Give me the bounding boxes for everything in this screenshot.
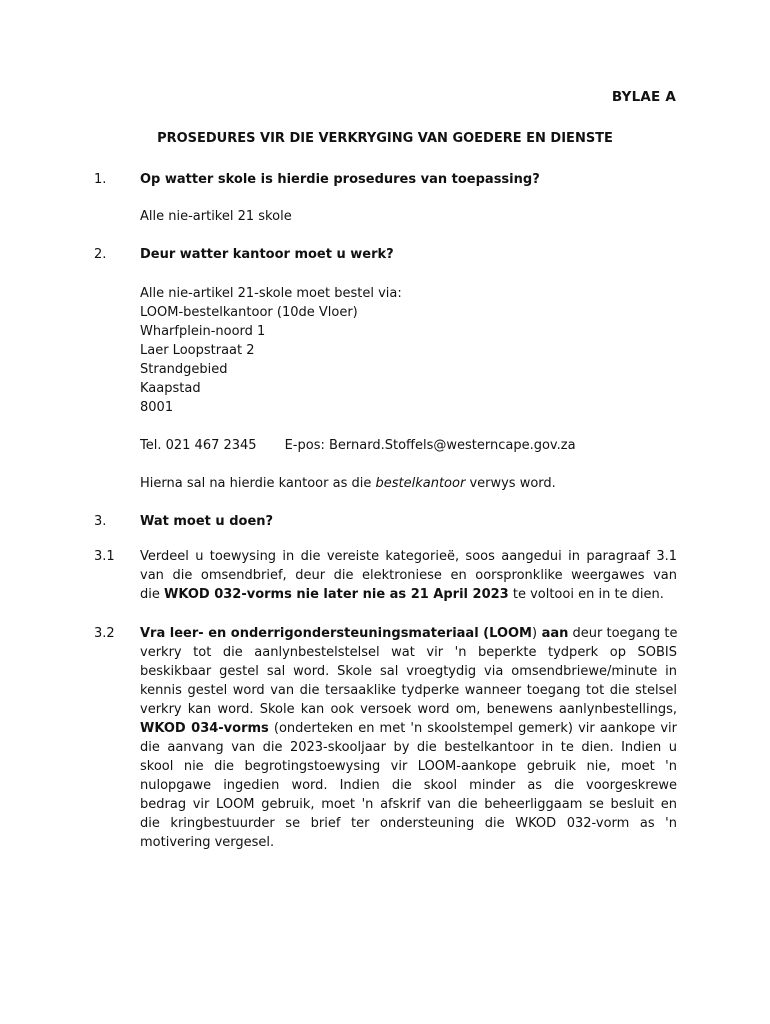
paragraph-line: van die omsendbrief, deur die elektroniese en oorspronklike weergawes van [140,568,677,583]
address-line: LOOM-bestelkantoor (10de Vloer) [140,305,358,320]
section-3-number: 3. [94,514,107,529]
text-run: te voltooi en in te dien. [508,587,664,602]
paragraph-line: kennis gestel word van die tersaaklike tydperke wanneer toegang tot die stelsel [140,683,677,698]
telephone: Tel. 021 467 2345 [140,438,257,453]
text-run-bold: Vra leer- en onderrigondersteuningsmateriaal (LOOM [140,626,532,641]
section-2-number: 2. [94,247,107,262]
paragraph-line: die aanvang van die 2023-skooljaar by die bestelkantoor in te dien. Indien u [140,740,677,755]
paragraph-line [140,624,677,643]
office-note [140,474,677,493]
office-address [140,284,677,417]
address-line: Wharfplein-noord 1 [140,324,266,339]
note-italic: bestelkantoor [375,476,466,491]
paragraph-3-1-number: 3.1 [94,549,115,564]
form-name: WKOD 034-vorms [140,721,269,736]
paragraph-line: beskikbaar gestel sal word. Skole sal vroegtydig via omsendbriewe/minute in [140,664,677,679]
paragraph-3-2-number: 3.2 [94,626,115,641]
address-line: Laer Loopstraat 2 [140,343,255,358]
text-run-bold: aan [537,626,569,641]
section-1-number: 1. [94,172,107,187]
text-run: deur toegang te [568,626,678,641]
paragraph-3-1 [140,547,677,604]
section-1-answer: Alle nie-artikel 21 skole [140,209,292,224]
paragraph-3-2 [140,624,677,852]
paragraph-line [140,585,677,604]
note-text: Hierna sal na hierdie kantoor as die [140,476,376,491]
paragraph-line: nulopgawe ingedien word. Indien die skool minder as die voorgeskrewe [140,778,677,793]
email-link[interactable]: E-pos: Bernard.Stoffels@westerncape.gov.za [284,438,576,453]
section-3-heading: Wat moet u doen? [140,514,274,529]
paragraph-line: verkry kan word. Skole kan ook versoek word om, benewens aanlynbestellings, [140,702,677,717]
address-line: Alle nie-artikel 21-skole moet bestel via: [140,286,402,301]
note-text-end: verwys word. [465,476,556,491]
paragraph-line: motivering vergesel. [140,835,275,850]
paragraph-line: die kringbestuurder se brief ter ondersteuning die WKOD 032-vorm as 'n [140,816,677,831]
paragraph-line: bedrag vir LOOM gebruik, moet 'n afskrif van die beheerliggaam se besluit en [140,797,677,812]
annex-label: BYLAE A [611,89,676,105]
paragraph-line [140,719,677,738]
text-run: die [140,587,164,602]
contact-line [140,436,576,455]
address-line: 8001 [140,400,174,415]
section-1-heading: Op watter skole is hierdie prosedures van toepassing? [140,172,540,187]
document-title: PROSEDURES VIR DIE VERKRYGING VAN GOEDERE EN DIENSTE [157,131,613,146]
address-line: Kaapstad [140,381,201,396]
address-line: Strandgebied [140,362,228,377]
text-run: ) [531,626,538,641]
section-2-heading: Deur watter kantoor moet u werk? [140,247,394,262]
paragraph-line: Verdeel u toewysing in die vereiste kategorieë, soos aangedui in paragraaf 3.1 [140,549,677,564]
paragraph-line: verkry tot die aanlynbestelstelsel wat vir 'n beperkte tydperk op SOBIS [140,645,677,660]
paragraph-line: skool nie die begrotingstoewysing vir LOOM-aankope gebruik nie, moet 'n [140,759,677,774]
text-run: (onderteken en met 'n skoolstempel gemerk) vir aankope vir [268,721,677,736]
deadline-text: WKOD 032-vorms nie later nie as 21 April 2023 [164,587,509,602]
